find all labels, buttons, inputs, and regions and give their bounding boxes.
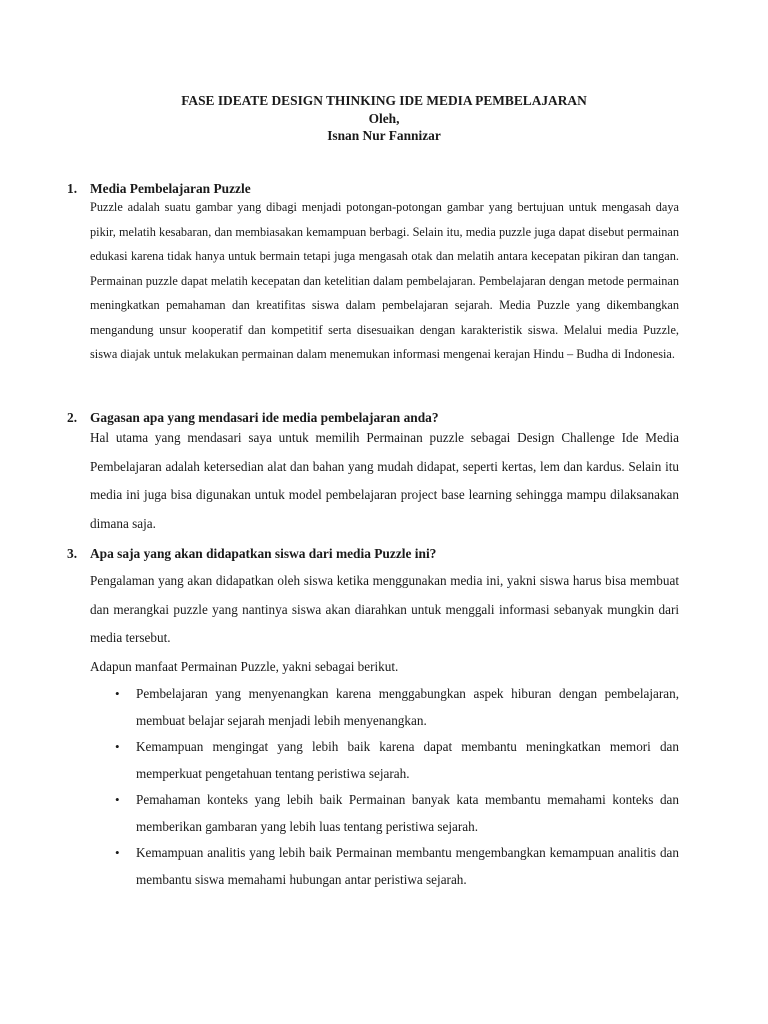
section-1 <box>67 180 679 367</box>
section-3 <box>67 545 679 893</box>
section-number: 1. <box>67 181 78 196</box>
bullet-icon: • <box>115 686 120 701</box>
list-item-text: Kemampuan mengingat yang lebih baik karena dapat membantu meningkatkan memori dan memperkuat pengetahuan tentang peristiwa sejarah. <box>136 739 679 781</box>
bullet-icon: • <box>115 739 120 754</box>
author-name: Isnan Nur Fannizar <box>327 128 441 143</box>
section-2 <box>67 409 679 538</box>
list-item-text: Pembelajaran yang menyenangkan karena menggabungkan aspek hiburan dengan pembelajaran, membuat belajar sejarah menjadi lebih menyenangkan. <box>136 686 679 728</box>
section-heading <box>67 409 679 426</box>
benefits-list <box>90 681 679 893</box>
byline-label: Oleh, <box>368 110 400 126</box>
benefits-intro: Adapun manfaat Permainan Puzzle, yakni sebagai berikut. <box>90 658 399 674</box>
section-heading-text: Gagasan apa yang mendasari ide media pembelajaran anda? <box>90 410 439 425</box>
list-item <box>90 840 679 893</box>
list-item <box>90 681 679 734</box>
list-item <box>90 734 679 787</box>
document-title-block <box>0 92 768 145</box>
section-heading-text: Apa saja yang akan didapatkan siswa dari media Puzzle ini? <box>90 546 437 561</box>
section-body: Hal utama yang mendasari saya untuk memilih Permainan puzzle sebagai Design Challenge Ide Media Pembelajaran adalah ketersedian alat dan bahan yang mudah didapat, seperti kertas, lem dan kardus. Selain itu media ini juga bisa digunakan untuk model pembelajaran project base learning sehingga mampu dilaksanakan dimana saja. <box>90 430 679 531</box>
bullet-icon: • <box>115 792 120 807</box>
section-body <box>67 567 679 893</box>
list-item-text: Pemahaman konteks yang lebih baik Permainan banyak kata membantu memahami konteks dan memberikan gambaran yang lebih luas tentang peristiwa sejarah. <box>136 792 679 834</box>
section-paragraph: Pengalaman yang akan didapatkan oleh siswa ketika menggunakan media ini, yakni siswa harus bisa membuat dan merangkai puzzle yang nantinya siswa akan diarahkan untuk menggali informasi sebanyak mungkin dari media tersebut. <box>90 573 679 645</box>
document-title: FASE IDEATE DESIGN THINKING IDE MEDIA PEMBELAJARAN <box>181 93 587 108</box>
list-item <box>90 787 679 840</box>
section-heading <box>67 545 679 562</box>
section-number: 3. <box>67 546 78 561</box>
section-heading <box>67 180 679 197</box>
section-body: Puzzle adalah suatu gambar yang dibagi menjadi potongan-potongan gambar yang bertujuan untuk mengasah daya pikir, melatih kesabaran, dan membiasakan kemampuan berbagi. Selain itu, media puzzle juga dapat disebut permainan edukasi karena tidak hanya untuk bermain tetapi juga mengasah otak dan melatih antara kecepatan pikiran dan tangan. Permainan puzzle dapat melatih kecepatan dan ketelitian dalam pembelajaran. Pembelajaran dengan metode permainan meningkatkan pemahaman dan kreatifitas siswa dalam pembelajaran sejarah. Media Puzzle yang dikembangkan mengandung unsur kooperatif dan kompetitif serta disesuaikan dengan karakteristik siswa. Melalui media Puzzle, siswa diajak untuk melakukan permainan dalam menemukan informasi mengenai kerajan Hindu – Budha di Indonesia. <box>90 200 679 361</box>
section-heading-text: Media Pembelajaran Puzzle <box>90 181 251 196</box>
bullet-icon: • <box>115 845 120 860</box>
section-number: 2. <box>67 410 78 425</box>
list-item-text: Kemampuan analitis yang lebih baik Permainan membantu mengembangkan kemampuan analitis dan membantu siswa memahami hubungan antar peristiwa sejarah. <box>136 845 679 887</box>
